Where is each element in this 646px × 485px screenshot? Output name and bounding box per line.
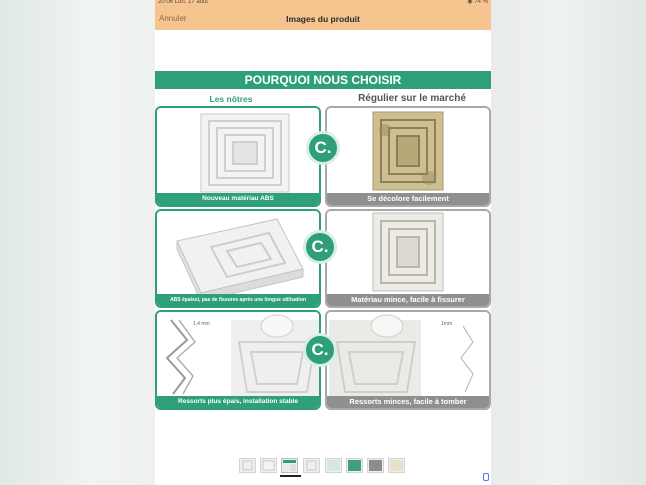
comparison-banner: POURQUOI NOUS CHOISIR [155, 71, 491, 89]
brand-badge-2: C. [303, 230, 337, 264]
ours-caption-1: Nouveau matériau ABS [157, 193, 319, 205]
thumbnail-1[interactable] [239, 458, 256, 473]
market-caption-1: Se décolore facilement [327, 193, 489, 205]
ours-panel-2 [155, 209, 321, 308]
brand-badge-3: C. [303, 333, 337, 367]
market-panel-3 [325, 310, 491, 410]
nav-bar [155, 6, 491, 30]
selected-thumbnail-indicator [280, 475, 301, 477]
ours-panel-3 [155, 310, 321, 410]
status-battery: ◉ 74 % [467, 0, 488, 5]
market-spring-label: 1mm [441, 321, 453, 327]
ours-caption-2: ABS épaissi, pas de fissures après une longue utilisation [157, 294, 319, 306]
cancel-button[interactable]: Annuler [159, 14, 187, 23]
market-caption-2: Matériau mince, facile à fissurer [327, 294, 489, 306]
ours-spring-label: 1,4 mm [193, 321, 210, 327]
market-caption-3: Ressorts minces, facile à tomber [327, 396, 489, 408]
brand-badge-1: C. [306, 131, 340, 165]
thumbnail-3[interactable] [281, 458, 298, 473]
market-panel-1 [325, 106, 491, 207]
thumbnail-4[interactable] [303, 458, 320, 473]
wifi-icon: ◉ [467, 0, 473, 5]
ours-caption-3: Ressorts plus épais, installation stable [157, 396, 319, 408]
thumbnail-8[interactable] [388, 458, 405, 473]
thumbnail-strip [239, 458, 409, 476]
tablet-screen [155, 0, 491, 485]
thumbnail-5[interactable] [325, 458, 342, 473]
ours-heading: Les nôtres [209, 94, 253, 104]
page-title: Images du produit [286, 14, 360, 24]
thumbnail-2[interactable] [260, 458, 277, 473]
market-heading: Régulier sur le marché [358, 93, 466, 104]
status-time: 20:06 Lun. 17 août [158, 0, 209, 5]
market-panel-2 [325, 209, 491, 308]
corner-handle-icon [483, 473, 489, 481]
thumbnail-7[interactable] [367, 458, 384, 473]
thumbnail-6[interactable] [346, 458, 363, 473]
ours-panel-1 [155, 106, 321, 207]
